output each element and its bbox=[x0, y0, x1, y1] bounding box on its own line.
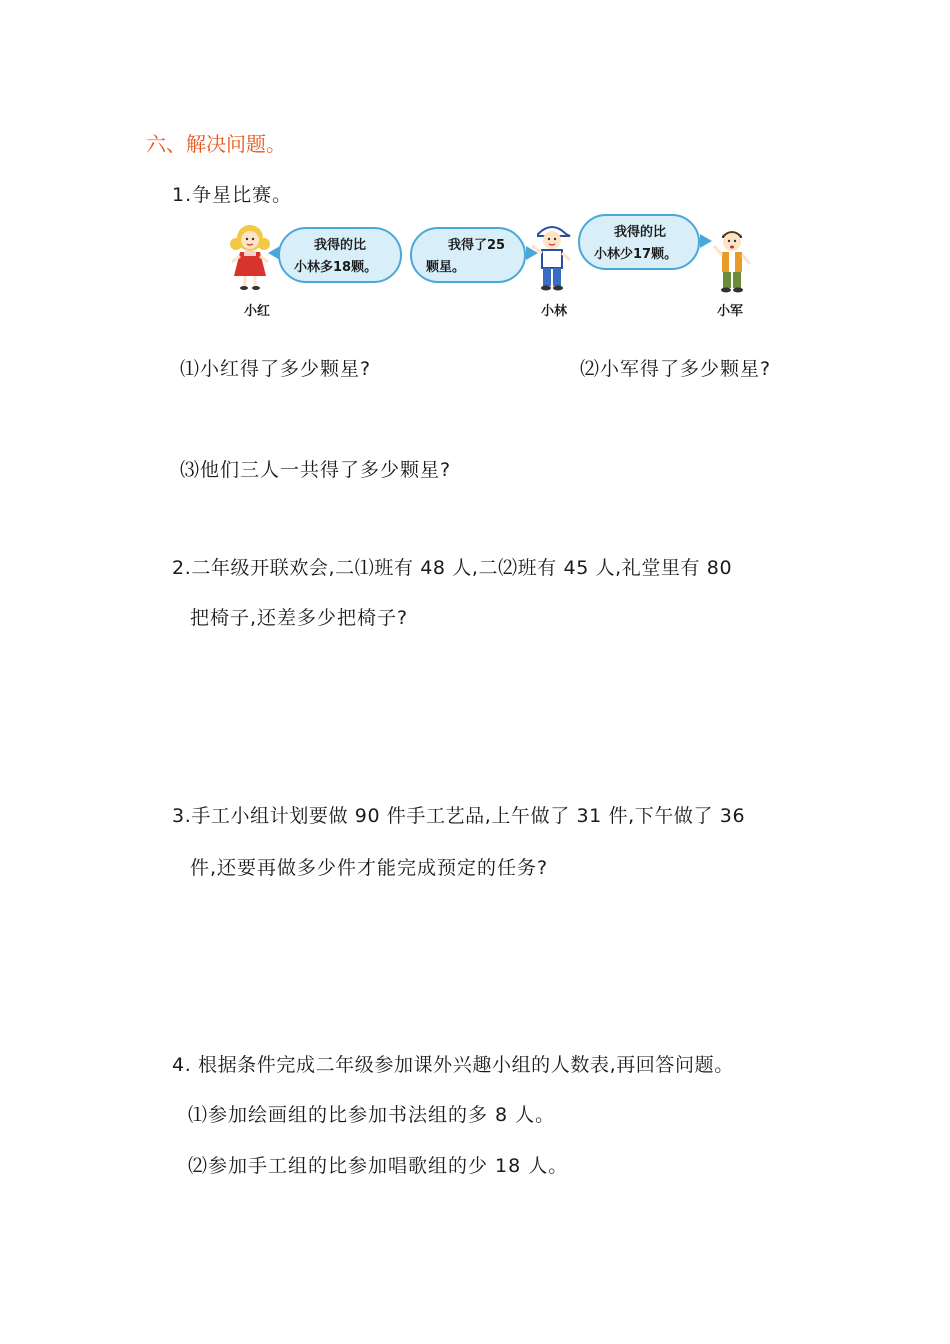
speech-bubble-xiaojun bbox=[578, 214, 700, 270]
bubble-line: 小林多18颗。 bbox=[294, 260, 378, 275]
q1-sub2: ⑵小军得了多少颗星? bbox=[580, 358, 772, 380]
bubble-line: 我得的比 bbox=[614, 225, 667, 240]
girl-figure-icon bbox=[228, 222, 272, 292]
q2-line1: 2.二年级开联欢会,二⑴班有 48 人,二⑵班有 45 人,礼堂里有 80 bbox=[172, 557, 733, 579]
q4-condition1: ⑴参加绘画组的比参加书法组的多 8 人。 bbox=[188, 1104, 556, 1126]
section-title: 六、解决问题。 bbox=[146, 132, 286, 156]
boy-xiaolin-figure-icon bbox=[530, 220, 574, 294]
q3-line1: 3.手工小组计划要做 90 件手工艺品,上午做了 31 件,下午做了 36 bbox=[172, 805, 746, 827]
q1-sub1: ⑴小红得了多少颗星? bbox=[180, 358, 372, 380]
q3-line2: 件,还要再做多少件才能完成预定的任务? bbox=[190, 857, 549, 879]
bubble-tail bbox=[268, 246, 280, 260]
q1-title: 1.争星比赛。 bbox=[172, 184, 293, 206]
name-label-xiaojun: 小军 bbox=[717, 304, 744, 319]
q4-condition2: ⑵参加手工组的比参加唱歌组的少 18 人。 bbox=[188, 1155, 569, 1177]
bubble-line: 颗星。 bbox=[426, 260, 466, 275]
q1-sub3: ⑶他们三人一共得了多少颗星? bbox=[180, 459, 452, 481]
q2-line2: 把椅子,还差多少把椅子? bbox=[190, 607, 409, 629]
bubble-line: 小林少17颗。 bbox=[594, 247, 678, 262]
name-label-xiaohong: 小红 bbox=[244, 304, 271, 319]
bubble-line: 我得了25 bbox=[448, 238, 506, 253]
speech-bubble-xiaohong bbox=[278, 227, 402, 283]
q4-title: 4. 根据条件完成二年级参加课外兴趣小组的人数表,再回答问题。 bbox=[172, 1054, 734, 1076]
bubble-line: 我得的比 bbox=[314, 238, 367, 253]
speech-bubble-xiaolin bbox=[410, 227, 526, 283]
boy-xiaojun-figure-icon bbox=[710, 224, 754, 294]
name-label-xiaolin: 小林 bbox=[541, 304, 568, 319]
